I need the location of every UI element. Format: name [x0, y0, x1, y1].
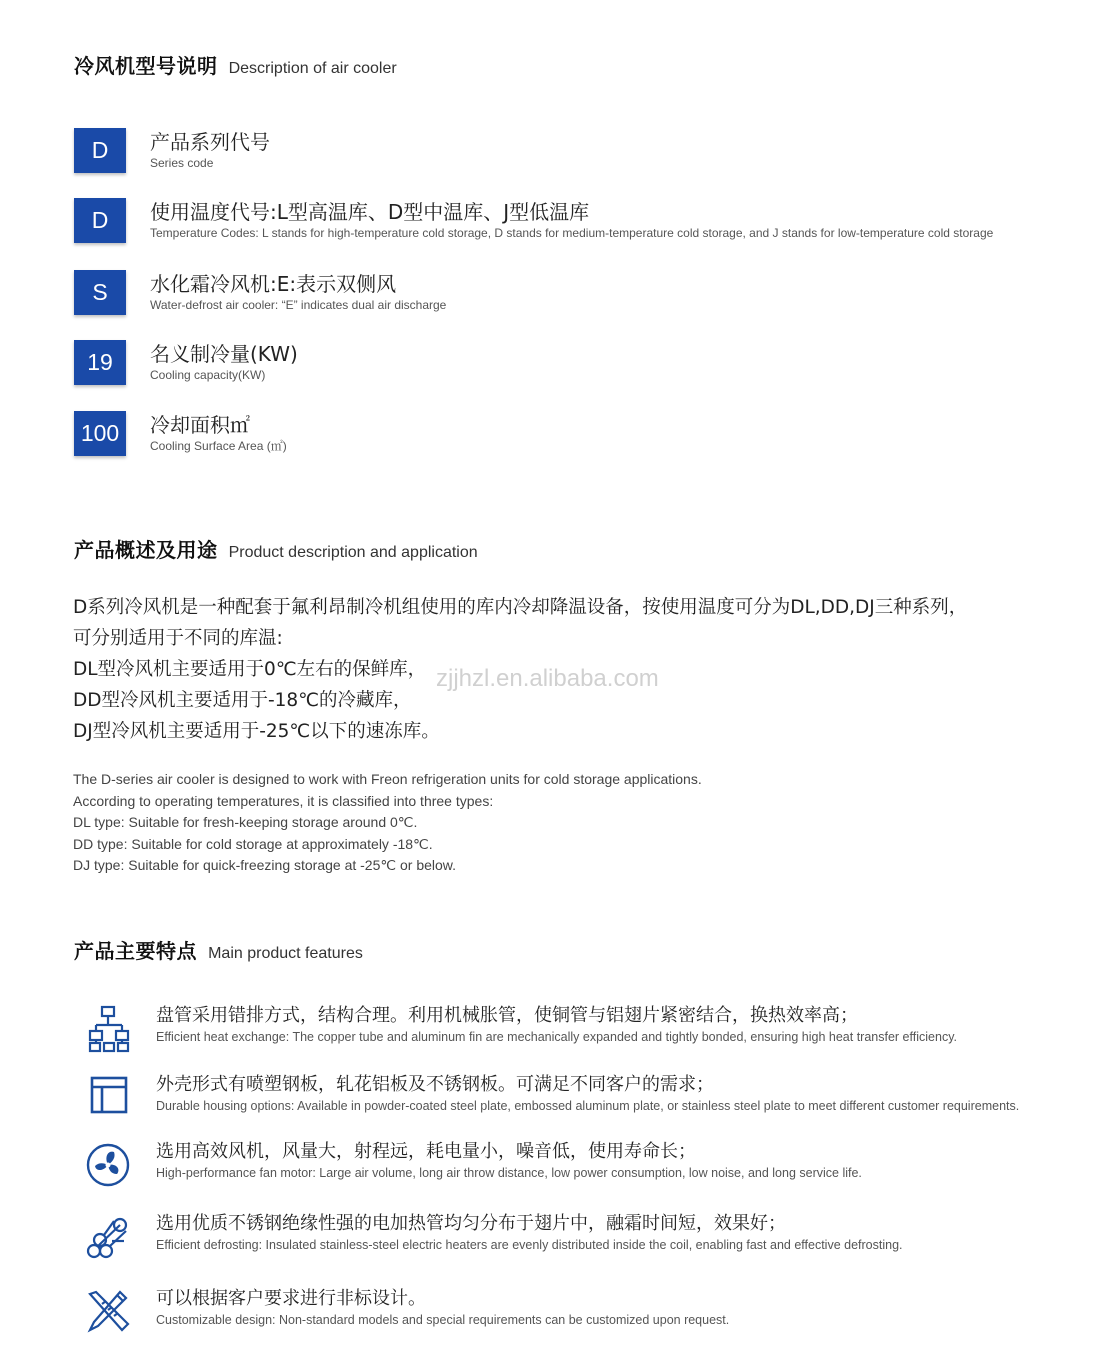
code-row-capacity	[74, 340, 1054, 388]
housing-panel-icon	[84, 1072, 134, 1122]
description-line: DD型冷风机主要适用于-18℃的冷藏库，	[73, 690, 412, 711]
description-title-en: Product description and application	[228, 544, 478, 561]
code-row-series	[74, 128, 1054, 176]
code-text	[150, 341, 298, 383]
code-row-defrost	[74, 270, 1054, 318]
code-text	[150, 129, 270, 171]
code-label-en: Cooling Surface Area (㎡)	[150, 439, 287, 453]
model-section-title	[74, 50, 397, 79]
feature-en: Durable housing options: Available in powder-coated steel plate, embossed aluminum plate, or stainless steel plate to meet different customer requirements.	[156, 1099, 1020, 1113]
description-line: According to operating temperatures, it is classified into three types:	[73, 792, 494, 809]
description-en	[73, 769, 702, 877]
heater-tubes-icon	[84, 1211, 134, 1261]
feature-en: Efficient heat exchange: The copper tube and aluminum fin are mechanically expanded and tightly bonded, ensuring high heat transfer efficiency.	[156, 1030, 957, 1044]
model-title-cn: 冷风机型号说明	[74, 54, 218, 78]
feature-en: Efficient defrosting: Insulated stainless-steel electric heaters are evenly distributed inside the coil, enabling fast and effective defrosting.	[156, 1238, 903, 1252]
code-badge: 100	[74, 411, 126, 456]
structure-diagram-icon	[84, 1003, 134, 1053]
description-line: DD type: Suitable for cold storage at approximately -18℃.	[73, 835, 433, 852]
code-label-cn: 名义制冷量(KW)	[150, 342, 298, 366]
feature-item	[84, 1072, 1044, 1126]
watermark: zjjhzl.en.alibaba.com	[436, 665, 659, 692]
feature-cn: 选用优质不锈钢绝缘性强的电加热管均匀分布于翅片中，融霜时间短，效果好；	[156, 1213, 786, 1234]
feature-item	[84, 1286, 1044, 1340]
features-title-en: Main product features	[208, 945, 363, 962]
features-section-title	[74, 935, 363, 964]
code-badge: 19	[74, 340, 126, 385]
code-badge: D	[74, 128, 126, 173]
feature-text	[156, 1286, 729, 1328]
feature-cn: 盘管采用错排方式，结构合理。利用机械胀管，使铜管与铝翅片紧密结合，换热效率高；	[156, 1005, 858, 1026]
code-label-cn: 产品系列代号	[150, 130, 270, 154]
code-row-area	[74, 411, 1054, 459]
code-label-cn: 水化霜冷风机:E:表示双侧风	[150, 272, 397, 296]
ruler-pencil-icon	[84, 1286, 134, 1336]
features-title-cn: 产品主要特点	[74, 939, 197, 963]
feature-text	[156, 1072, 1019, 1114]
description-section-title	[74, 534, 478, 563]
code-label-en: Temperature Codes: L stands for high-temperature cold storage, D stands for medium-temperature cold storage, and J stands for low-temperature cold storage	[150, 226, 994, 240]
code-label-en: Water-defrost air cooler: “E” indicates dual air discharge	[150, 298, 447, 312]
feature-en: Customizable design: Non-standard models and special requirements can be customized upon request.	[156, 1313, 730, 1327]
feature-item	[84, 1211, 1044, 1265]
feature-text	[156, 1003, 957, 1045]
code-label-cn: 冷却面积㎡	[150, 413, 250, 437]
description-line: The D-series air cooler is designed to work with Freon refrigeration units for cold storage applications.	[73, 771, 702, 787]
description-line: 可分别适用于不同的库温:	[73, 628, 283, 649]
code-text	[150, 412, 287, 454]
description-line: DL型冷风机主要适用于0℃左右的保鲜库，	[73, 659, 427, 680]
fan-icon	[84, 1139, 134, 1189]
feature-en: High-performance fan motor: Large air volume, long air throw distance, low power consumption, low noise, and long service life.	[156, 1166, 862, 1180]
code-badge: S	[74, 270, 126, 315]
code-badge: D	[74, 198, 126, 243]
feature-cn: 选用高效风机，风量大，射程远，耗电量小，噪音低，使用寿命长；	[156, 1141, 696, 1162]
code-label-en: Series code	[150, 156, 214, 170]
code-text	[150, 199, 993, 241]
description-line: DJ type: Suitable for quick-freezing storage at -25℃ or below.	[73, 857, 457, 873]
code-label-en: Cooling capacity(KW)	[150, 368, 266, 382]
description-line: D系列冷风机是一种配套于氟利昂制冷机组使用的库内冷却降温设备，按使用温度可分为DL,DD,DJ三种系列，	[73, 597, 968, 618]
description-line: DJ型冷风机主要适用于-25℃以下的速冻库。	[73, 721, 440, 742]
feature-cn: 可以根据客户要求进行非标设计。	[156, 1288, 426, 1309]
description-title-cn: 产品概述及用途	[74, 538, 218, 562]
feature-item	[84, 1003, 1044, 1057]
code-text	[150, 271, 446, 313]
feature-cn: 外壳形式有喷塑钢板，轧花铝板及不锈钢板。可满足不同客户的需求；	[156, 1074, 714, 1095]
feature-text	[156, 1139, 862, 1181]
feature-text	[156, 1211, 903, 1253]
code-row-temperature	[74, 198, 1054, 246]
feature-item	[84, 1139, 1044, 1193]
model-title-en: Description of air cooler	[228, 60, 397, 77]
code-label-cn: 使用温度代号:L型高温库、D型中温库、J型低温库	[150, 200, 590, 224]
description-line: DL type: Suitable for fresh-keeping storage around 0℃.	[73, 814, 418, 830]
